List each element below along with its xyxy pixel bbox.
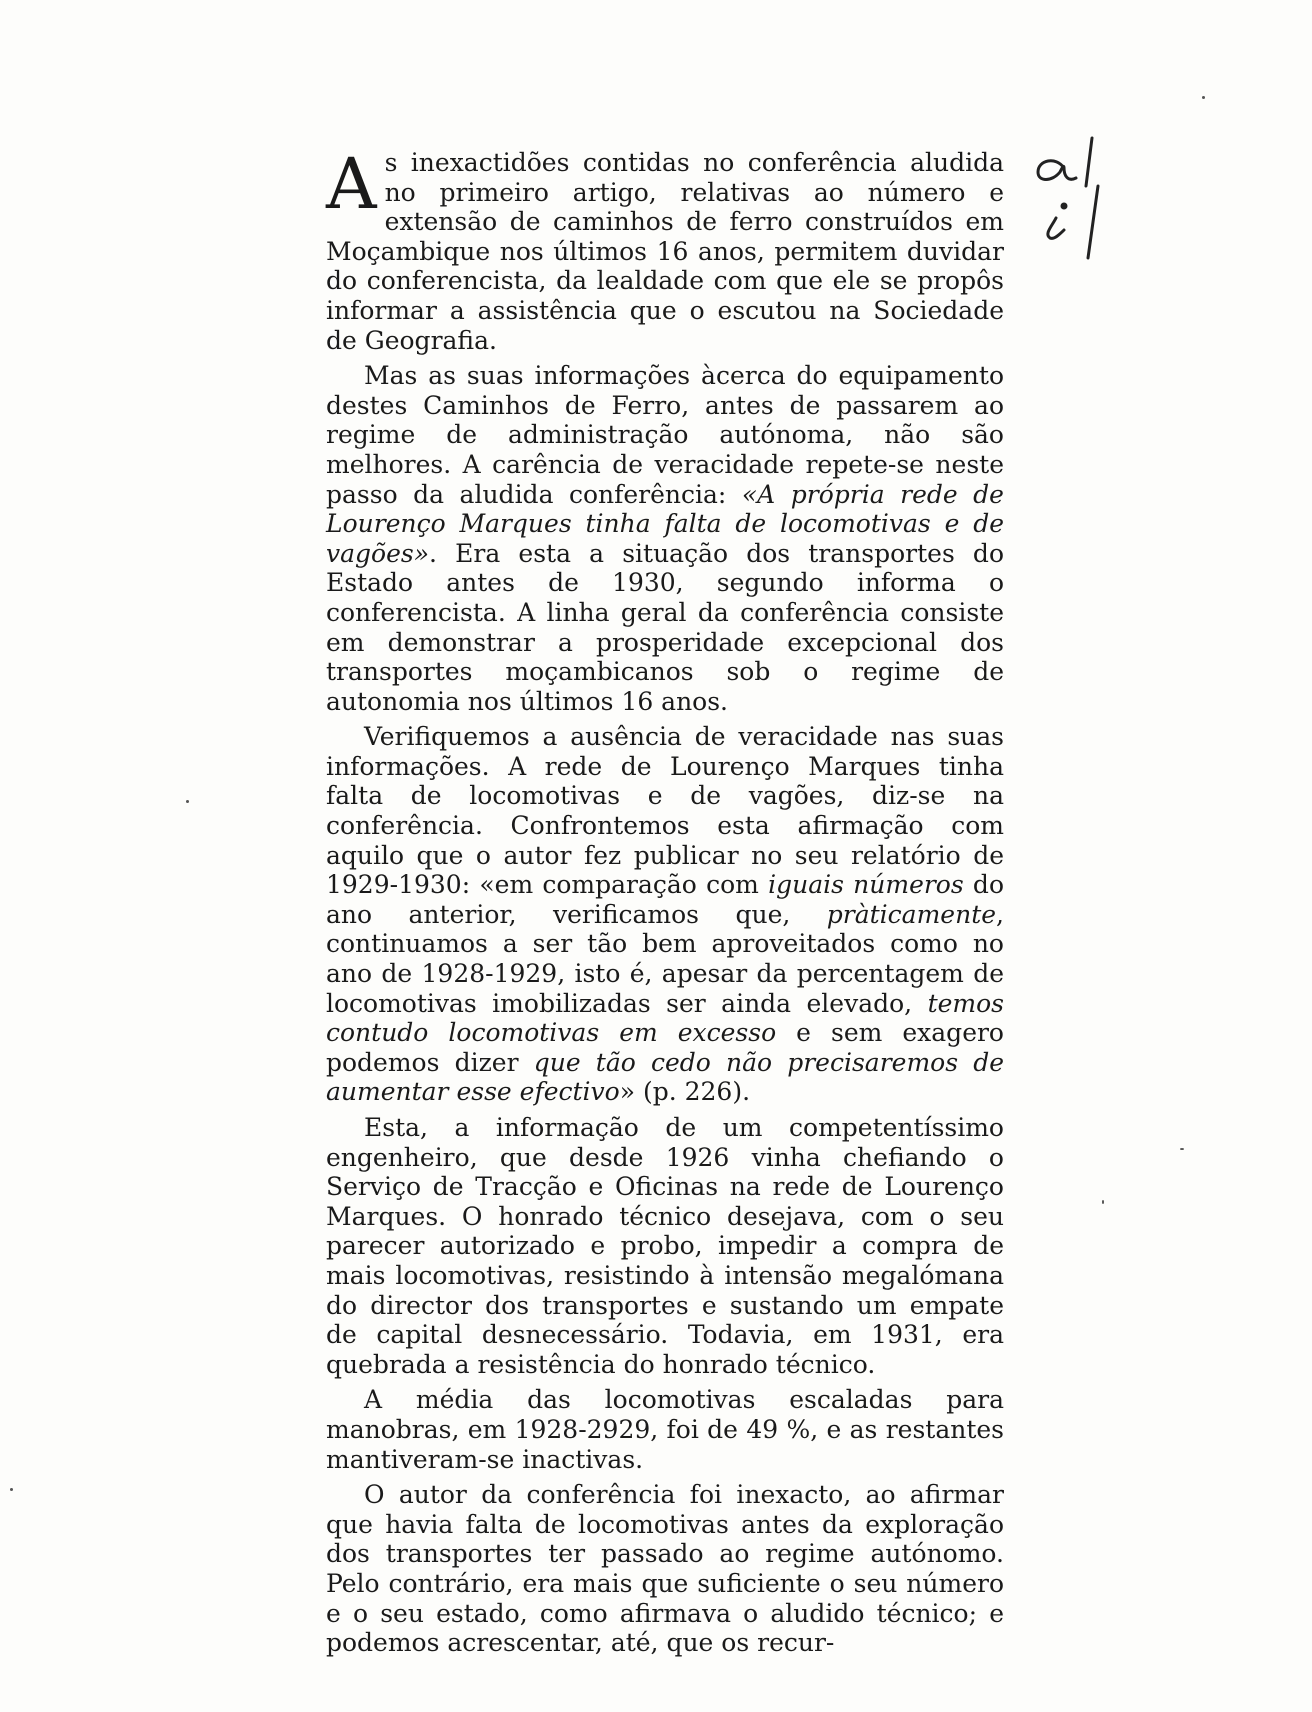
paragraph-2: Mas as suas informações àcerca do equipamento destes Caminhos de Ferro, antes de passarem ao regime de administração autónoma, não são melhores. A carência de veracidade repete-se neste passo da aludida conferência: «A própria rede de Lourenço Marques tinha falta de locomotivas e de vagões». Era esta a situação dos transportes do Estado antes de 1930, segundo informa o conferencista. A linha geral da conferência consiste em demonstrar a prosperidade excepcional dos transportes moçambicanos sob o regime de autonomia nos últimos 16 anos.: [326, 361, 1004, 716]
scan-speck: [10, 1488, 13, 1491]
paragraph-text: s inexactidões contidas no conferência aludida no primeiro artigo, relativas ao número e extensão de caminhos de ferro construídos em Moçambique nos últimos 16 anos, permitem duvidar do conferencista, da lealdade com que ele se propôs informar a assistência que o escutou na Sociedade de Geografia.: [326, 148, 1004, 355]
scan-speck: [1202, 96, 1205, 99]
drop-cap: A: [326, 143, 377, 225]
paragraph-4: Esta, a informação de um competentíssimo engenheiro, que desde 1926 vinha chefiando o Serviço de Tracção e Oficinas na rede de Lourenço Marques. O honrado técnico desejava, com o seu parecer autorizado e probo, impedir a compra de mais locomotivas, resistindo à intensão megalómana do director dos transportes e sustando um empate de capital desnecessário. Todavia, em 1931, era quebrada a resistência do honrado técnico.: [326, 1113, 1004, 1379]
paragraph-3: Verifiquemos a ausência de veracidade nas suas informações. A rede de Lourenço Marques tinha falta de locomotivas e de vagões, diz-se na conferência. Confrontemos esta afirmação com aquilo que o autor fez publicar no seu relatório de 1929-1930: «em comparação com iguais números do ano anterior, verificamos que, pràticamente, continuamos a ser tão bem aproveitados como no ano de 1928-1929, isto é, apesar da percentagem de locomotivas imobilizadas ser ainda elevado, temos contudo locomotivas em excesso e sem exagero podemos dizer que tão cedo não precisaremos de aumentar esse efectivo» (p. 226).: [326, 722, 1005, 1107]
paragraph-5: A média das locomotivas escaladas para manobras, em 1928-2929, foi de 49 %, e as restantes mantiveram-se inactivas.: [326, 1385, 1004, 1474]
scan-speck: [1102, 1200, 1104, 1204]
handwritten-marginal-note: [1030, 130, 1150, 290]
text-column: [326, 143, 1005, 1658]
paragraph-1: [326, 143, 1004, 355]
scan-speck: [1180, 1148, 1184, 1150]
scan-speck: [186, 800, 189, 803]
paragraph-6: O autor da conferência foi inexacto, ao afirmar que havia falta de locomotivas antes da exploração dos transportes ter passado ao regime autónomo. Pelo contrário, era mais que suficiente o seu número e o seu estado, como afirmava o aludido técnico; e podemos acrescentar, até, que os recur-: [326, 1480, 1004, 1658]
